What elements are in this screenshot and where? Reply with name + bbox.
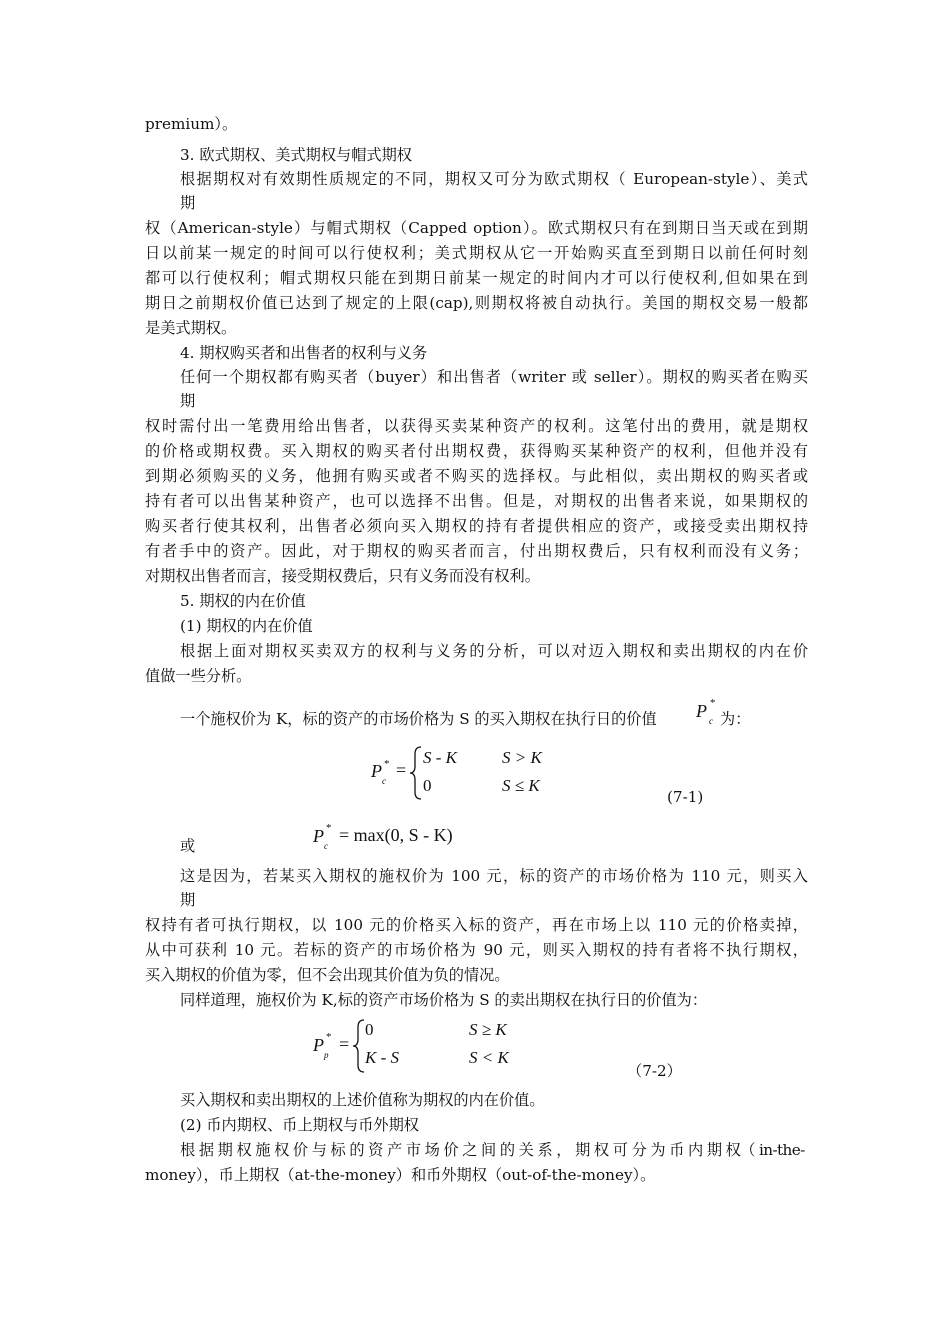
- text-line: 一个施权价为 K，标的资产的市场价格为 S 的买入期权在执行日的价值: [180, 710, 657, 728]
- subsection-heading: (1) 期权的内在价值: [180, 617, 313, 635]
- text-line: 任何一个期权都有购买者（buyer）和出售者（writer 或 seller）。期权的购买者在购买: [180, 368, 808, 386]
- subscript-c: c: [709, 716, 713, 726]
- pc-inline-symbol: P: [696, 701, 707, 721]
- subscript-c: c: [324, 841, 328, 851]
- subscript-p: p: [324, 1050, 329, 1060]
- formula-2-case-2-expr: K - S: [365, 1048, 399, 1067]
- formula-alt-lhs: P: [313, 826, 324, 846]
- formula-2-case-2-cond: S < K: [469, 1048, 509, 1067]
- text-line: premium）。: [145, 115, 238, 133]
- text-line: 根据上面对期权买卖双方的权利与义务的分析，可以对迈入期权和卖出期权的内在价: [180, 642, 808, 660]
- formula-1-case-1-expr: S - K: [423, 748, 457, 767]
- section-heading-3: 3. 欧式期权、美式期权与帽式期权: [180, 146, 412, 164]
- text-line: 从中可获利 10 元。若标的资产的市场价格为 90 元，则买入期权的持有者将不执行期权，: [145, 941, 808, 959]
- subsection-heading: (2) 币内期权、币上期权与币外期权: [180, 1116, 419, 1134]
- formula-2-lhs: P: [313, 1035, 324, 1055]
- formula-alt-rhs: = max(0, S - K): [339, 825, 453, 845]
- text-line: 根 据 期 权 施 权 价 与 标 的 资 产 市 场 价 之 间 的 关 系 ， 期 权 可 分 为 币 内 期 权（ in-the-: [180, 1141, 805, 1159]
- text-line: 为：: [720, 710, 751, 728]
- text-line: 是美式期权。: [145, 319, 237, 337]
- text-line: 买入期权的价值为零，但不会出现其价值为负的情况。: [145, 966, 510, 984]
- subscript-c: c: [382, 776, 386, 786]
- text-line: 买入期权和卖出期权的上述价值称为期权的内在价值。: [180, 1091, 545, 1109]
- text-line: money），币上期权（at-the-money）和币外期权（out-of-the-money）。: [145, 1166, 656, 1184]
- text-line: 根据期权对有效期性质规定的不同，期权又可分为欧式期权（ European-style）、美式: [180, 170, 808, 188]
- text-line: 期: [180, 891, 196, 909]
- text-line: 权（American-style）与帽式期权（Capped option）。欧式期权只有在到期日当天或在到期: [145, 219, 808, 237]
- text-line: 持有者可以出售某种资产，也可以选择不出售。但是，对期权的出售者来说，如果期权的: [145, 492, 808, 510]
- text-line: 到期必须购买的义务，他拥有购买或者不购买的选择权。与此相似，卖出期权的购买者或: [145, 467, 808, 485]
- formula-2-case-1-cond: S ≥ K: [469, 1020, 507, 1039]
- equals-sign: =: [396, 760, 407, 780]
- formula-2-case-1-expr: 0: [365, 1020, 374, 1039]
- superscript-star: *: [326, 1031, 332, 1043]
- section-heading-5: 5. 期权的内在价值: [180, 592, 306, 610]
- section-heading-4: 4. 期权购买者和出售者的权利与义务: [180, 344, 428, 362]
- formula-1-case-2-cond: S ≤ K: [502, 776, 540, 795]
- text-line: 权时需付出一笔费用给出售者，以获得买卖某种资产的权利。这笔付出的费用，就是期权: [145, 417, 808, 435]
- brace-icon: [409, 746, 423, 800]
- equals-sign: =: [339, 1034, 350, 1054]
- formula-1-case-1-cond: S > K: [502, 748, 542, 767]
- equation-number-7-2: （7-2）: [627, 1062, 682, 1080]
- text-line: 值做一些分析。: [145, 667, 252, 685]
- superscript-star: *: [710, 697, 716, 709]
- superscript-star: *: [326, 822, 332, 834]
- text-line: 购买者行使其权利，出售者必须向买入期权的持有者提供相应的资产，或接受卖出期权持: [145, 517, 808, 535]
- equation-number-7-1: (7-1): [667, 788, 704, 806]
- text-line: 都可以行使权利；帽式期权只能在到期日前某一规定的时间内才可以行使权利,但如果在到: [145, 269, 808, 287]
- text-line: 或: [180, 837, 196, 855]
- text-line: 有者手中的资产。因此，对于期权的购买者而言，付出期权费后，只有权利而没有义务；: [145, 542, 808, 560]
- superscript-star: *: [384, 758, 390, 770]
- text-line: 期: [180, 392, 196, 410]
- text-line: 日以前某一规定的时间可以行使权利；美式期权从它一开始购买直至到期日以前任何时刻: [145, 244, 808, 262]
- text-line: 权持有者可执行期权，以 100 元的价格买入标的资产，再在市场上以 110 元的价格卖掉，: [145, 916, 808, 934]
- text-line: 这是因为，若某买入期权的施权价为 100 元，标的资产的市场价格为 110 元，则买入: [180, 867, 808, 885]
- text-line: 期: [180, 194, 196, 212]
- text-line: 对期权出售者而言，接受期权费后，只有义务而没有权利。: [145, 567, 540, 585]
- formula-1-case-2-expr: 0: [423, 776, 432, 795]
- text-line: 期日之前期权价值已达到了规定的上限(cap),则期权将被自动执行。美国的期权交易一般都: [145, 294, 808, 312]
- text-line: 同样道理，施权价为 K,标的资产市场价格为 S 的卖出期权在执行日的价值为：: [180, 991, 708, 1009]
- formula-1-lhs: P: [371, 761, 382, 781]
- brace-icon: [352, 1019, 366, 1073]
- text-line: 的价格或期权费。买入期权的购买者付出期权费，获得购买某种资产的权利，但他并没有: [145, 442, 808, 460]
